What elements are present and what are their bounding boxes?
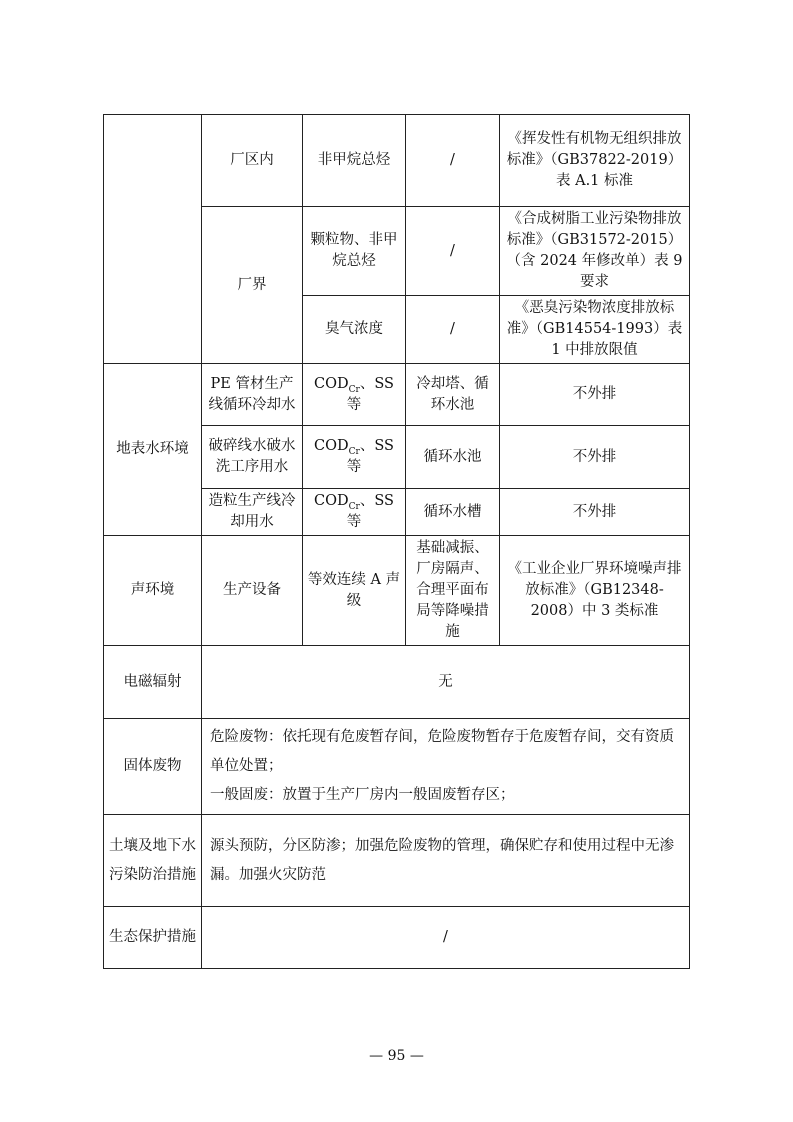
general-waste-text: 一般固废：放置于生产厂房内一般固废暂存区； [210, 787, 515, 803]
category-cell: 土壤及地下水污染防治措施 [104, 815, 202, 907]
measure-cell: 冷却塔、循环水池 [406, 364, 500, 426]
hazardous-waste-text: 危险废物：依托现有危废暂存间，危险废物暂存于危废暂存间，交有资质单位处置； [210, 729, 674, 774]
pollutant-cell: 臭气浓度 [303, 296, 406, 364]
table-row [104, 364, 690, 426]
content-cell: 源头预防，分区防渗；加强危险废物的管理，确保贮存和使用过程中无渗漏。加强火灾防范 [202, 815, 690, 907]
table-row [104, 815, 690, 907]
pollutant-cell: $COD_{Cr}$、SS 等 [303, 364, 406, 426]
source-cell: PE 管材生产线循环冷却水 [202, 364, 303, 426]
source-cell: 破碎线水破水洗工序用水 [202, 426, 303, 489]
table-row [104, 719, 690, 815]
table-row [104, 536, 690, 646]
environmental-measures-table [103, 114, 690, 969]
location-cell: 厂界 [202, 207, 303, 364]
source-cell: 造粒生产线冷却用水 [202, 489, 303, 536]
pollutant-cell: $COD_{Cr}$、SS 等 [303, 426, 406, 489]
content-cell: / [202, 907, 690, 969]
standard-cell: 《工业企业厂界环境噪声排放标准》（GB12348-2008）中 3 类标准 [500, 536, 690, 646]
content-cell: 无 [202, 646, 690, 719]
standard-cell: 《挥发性有机物无组织排放标准》（GB37822-2019）表 A.1 标准 [500, 115, 690, 207]
content-cell [202, 719, 690, 815]
table-row [104, 646, 690, 719]
measure-cell: 基础减振、厂房隔声、合理平面布局等降噪措施 [406, 536, 500, 646]
pollutant-cell: 颗粒物、非甲烷总烃 [303, 207, 406, 296]
measure-cell: / [406, 296, 500, 364]
pollutant-cell: 等效连续 A 声级 [303, 536, 406, 646]
standard-cell: 不外排 [500, 489, 690, 536]
table-row [104, 115, 690, 207]
pollutant-cell: 非甲烷总烃 [303, 115, 406, 207]
category-cell: 声环境 [104, 536, 202, 646]
category-cell-blank [104, 115, 202, 364]
measure-cell: 循环水池 [406, 426, 500, 489]
measure-cell: / [406, 207, 500, 296]
measure-cell: 循环水槽 [406, 489, 500, 536]
category-cell: 电磁辐射 [104, 646, 202, 719]
standard-cell: 不外排 [500, 364, 690, 426]
category-cell: 固体废物 [104, 719, 202, 815]
source-cell: 生产设备 [202, 536, 303, 646]
location-cell: 厂区内 [202, 115, 303, 207]
standard-cell: 《恶臭污染物浓度排放标准》（GB14554-1993）表 1 中排放限值 [500, 296, 690, 364]
table-row [104, 907, 690, 969]
category-cell: 生态保护措施 [104, 907, 202, 969]
measure-cell: / [406, 115, 500, 207]
page-number: — 95 — [369, 1048, 424, 1064]
pollutant-cell: $COD_{Cr}$、SS 等 [303, 489, 406, 536]
standard-cell: 《合成树脂工业污染物排放标准》（GB31572-2015）（含 2024 年修改单）表 9 要求 [500, 207, 690, 296]
category-cell: 地表水环境 [104, 364, 202, 536]
standard-cell: 不外排 [500, 426, 690, 489]
